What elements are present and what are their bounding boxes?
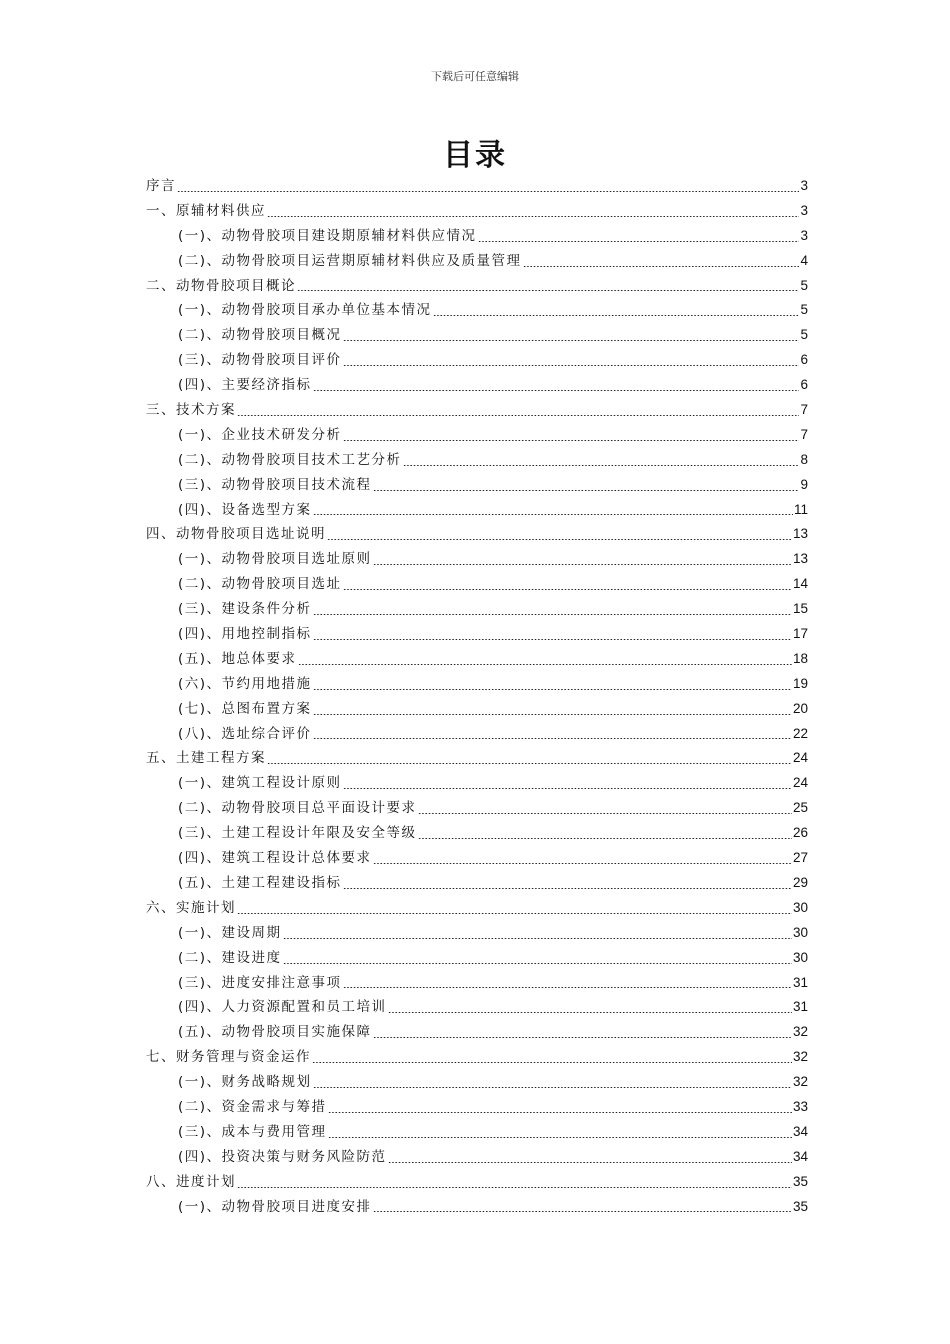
toc-entry-label: (一)、建设周期	[178, 924, 282, 941]
dot-leader	[267, 763, 792, 764]
toc-entry-label: (三)、成本与费用管理	[178, 1123, 327, 1140]
dot-leader	[373, 1037, 792, 1038]
toc-entry[interactable]	[146, 498, 808, 523]
toc-entry-page-number: 5	[800, 277, 808, 293]
toc-entry-label: (四)、建筑工程设计总体要求	[178, 850, 372, 867]
dot-leader	[403, 465, 800, 466]
toc-entry[interactable]	[146, 572, 808, 597]
toc-entry-label: 六、实施计划	[146, 899, 236, 916]
toc-entry-label: (一)、财务战略规划	[178, 1074, 312, 1091]
toc-entry-label: (三)、土建工程设计年限及安全等级	[178, 825, 417, 842]
dot-leader	[313, 639, 792, 640]
toc-entry-page-number: 33	[792, 1098, 808, 1114]
toc-entry-label: (六)、节约用地措施	[178, 675, 312, 692]
toc-entry[interactable]	[146, 1070, 808, 1095]
dot-leader	[283, 963, 792, 964]
toc-entry-label: (四)、用地控制指标	[178, 626, 312, 643]
toc-entry[interactable]	[146, 1045, 808, 1070]
toc-entry-page-number: 14	[792, 576, 808, 592]
dot-leader	[328, 1137, 792, 1138]
toc-entry[interactable]	[146, 1170, 808, 1195]
toc-entry[interactable]	[146, 597, 808, 622]
toc-entry[interactable]	[146, 1195, 808, 1220]
toc-entry[interactable]	[146, 224, 808, 249]
toc-entry-page-number: 31	[792, 974, 808, 990]
toc-entry-label: 三、技术方案	[146, 402, 236, 419]
toc-entry[interactable]	[146, 473, 808, 498]
toc-entry-label: (一)、动物骨胶项目进度安排	[178, 1198, 372, 1215]
dot-leader	[523, 266, 800, 267]
toc-entry-page-number: 26	[792, 825, 808, 841]
toc-entry-page-number: 5	[800, 327, 808, 343]
toc-entry-label: (二)、建设进度	[178, 949, 282, 966]
dot-leader	[343, 888, 792, 889]
toc-entry-page-number: 25	[792, 800, 808, 816]
toc-entry-page-number: 7	[800, 402, 808, 418]
toc-entry[interactable]	[146, 323, 808, 348]
dot-leader	[312, 1062, 792, 1063]
toc-entry-label: 八、进度计划	[146, 1173, 236, 1190]
toc-entry-label: (二)、动物骨胶项目技术工艺分析	[178, 451, 402, 468]
dot-leader	[297, 290, 799, 291]
dot-leader	[343, 788, 792, 789]
dot-leader	[328, 1112, 792, 1113]
toc-entry-page-number: 30	[792, 899, 808, 915]
dot-leader	[267, 216, 799, 217]
dot-leader	[327, 539, 792, 540]
toc-entry-label: (一)、企业技术研发分析	[178, 426, 342, 443]
dot-leader	[237, 415, 799, 416]
toc-entry[interactable]	[146, 547, 808, 572]
toc-entry[interactable]	[146, 1145, 808, 1170]
toc-entry[interactable]	[146, 348, 808, 373]
toc-entry[interactable]	[146, 1120, 808, 1145]
toc-entry[interactable]	[146, 746, 808, 771]
toc-entry[interactable]	[146, 796, 808, 821]
toc-entry[interactable]	[146, 821, 808, 846]
toc-entry-page-number: 11	[793, 501, 808, 517]
toc-entry-page-number: 6	[800, 352, 808, 368]
dot-leader	[373, 490, 800, 491]
dot-leader	[313, 738, 792, 739]
toc-entry-label: 五、土建工程方案	[146, 750, 266, 767]
toc-entry-page-number: 8	[800, 451, 808, 467]
toc-entry[interactable]	[146, 423, 808, 448]
dot-leader	[237, 913, 792, 914]
toc-entry-page-number: 34	[792, 1148, 808, 1164]
toc-entry-label: (四)、设备选型方案	[178, 501, 312, 518]
dot-leader	[343, 440, 800, 441]
toc-entry-label: (三)、进度安排注意事项	[178, 974, 342, 991]
toc-entry-page-number: 15	[792, 601, 808, 617]
toc-entry[interactable]	[146, 921, 808, 946]
toc-entry-page-number: 19	[792, 675, 808, 691]
toc-entry-page-number: 29	[792, 874, 808, 890]
toc-entry-page-number: 24	[792, 750, 808, 766]
toc-entry[interactable]	[146, 672, 808, 697]
toc-entry-label: (七)、总图布置方案	[178, 700, 312, 717]
toc-entry-page-number: 22	[792, 725, 808, 741]
dot-leader	[343, 365, 800, 366]
toc-entry-page-number: 13	[792, 526, 808, 542]
toc-entry-page-number: 30	[792, 924, 808, 940]
dot-leader	[177, 191, 799, 192]
toc-entry-page-number: 5	[800, 302, 808, 318]
dot-leader	[373, 863, 792, 864]
toc-entry-page-number: 35	[792, 1173, 808, 1189]
toc-entry-page-number: 31	[792, 999, 808, 1015]
toc-entry[interactable]	[146, 398, 808, 423]
dot-leader	[313, 614, 792, 615]
toc-entry-page-number: 9	[800, 476, 808, 492]
toc-entry-page-number: 3	[800, 178, 808, 193]
toc-entry-label: (二)、动物骨胶项目总平面设计要求	[178, 800, 417, 817]
toc-entry[interactable]	[146, 522, 808, 547]
toc-entry-label: 序言	[146, 178, 176, 194]
toc-entry-label: (二)、资金需求与筹措	[178, 1098, 327, 1115]
toc-entry-label: (四)、主要经济指标	[178, 377, 312, 394]
toc-entry-label: (八)、选址综合评价	[178, 725, 312, 742]
dot-leader	[313, 689, 792, 690]
dot-leader	[373, 1211, 792, 1212]
toc-entry-page-number: 27	[792, 850, 808, 866]
toc-entry-label: (二)、动物骨胶项目选址	[178, 576, 342, 593]
toc-entry[interactable]	[146, 274, 808, 299]
toc-entry-page-number: 4	[800, 252, 808, 268]
toc-entry[interactable]	[146, 298, 808, 323]
toc-entry-page-number: 34	[792, 1123, 808, 1139]
dot-leader	[418, 838, 792, 839]
toc-entry-label: (一)、建筑工程设计原则	[178, 775, 342, 792]
toc-entry[interactable]	[146, 871, 808, 896]
toc-entry-label: (三)、建设条件分析	[178, 601, 312, 618]
toc-entry-page-number: 32	[792, 1049, 808, 1065]
toc-entry-page-number: 32	[792, 1074, 808, 1090]
dot-leader	[388, 1162, 792, 1163]
toc-entry-label: (二)、动物骨胶项目概况	[178, 327, 342, 344]
dot-leader	[388, 1012, 792, 1013]
toc-entry-page-number: 32	[792, 1024, 808, 1040]
toc-entry[interactable]	[146, 373, 808, 398]
toc-entry-label: (一)、动物骨胶项目建设期原辅材料供应情况	[178, 227, 477, 244]
toc-entry[interactable]	[146, 1020, 808, 1045]
toc-entry[interactable]	[146, 199, 808, 224]
toc-entry-page-number: 17	[792, 626, 808, 642]
toc-entry[interactable]	[146, 1095, 808, 1120]
toc-entry-page-number: 35	[792, 1198, 808, 1214]
toc-entry-page-number: 7	[800, 426, 808, 442]
dot-leader	[313, 514, 793, 515]
table-of-contents	[146, 174, 808, 1219]
toc-entry[interactable]	[146, 971, 808, 996]
toc-entry-label: (四)、投资决策与财务风险防范	[178, 1148, 387, 1165]
toc-entry[interactable]	[146, 846, 808, 871]
dot-leader	[313, 714, 792, 715]
toc-title: 目录	[443, 138, 507, 173]
toc-entry[interactable]	[146, 448, 808, 473]
toc-entry-label: 二、动物骨胶项目概论	[146, 277, 296, 294]
toc-entry-page-number: 24	[792, 775, 808, 791]
dot-leader	[433, 315, 800, 316]
toc-entry-label: (三)、动物骨胶项目评价	[178, 352, 342, 369]
toc-entry-label: (一)、动物骨胶项目承办单位基本情况	[178, 302, 432, 319]
dot-leader	[418, 813, 792, 814]
toc-entry-label: (五)、土建工程建设指标	[178, 874, 342, 891]
toc-entry-page-number: 30	[792, 949, 808, 965]
toc-entry-page-number: 6	[800, 377, 808, 393]
dot-leader	[298, 664, 792, 665]
toc-entry-label: 四、动物骨胶项目选址说明	[146, 526, 326, 543]
dot-leader	[343, 340, 800, 341]
toc-entry[interactable]	[146, 946, 808, 971]
header-note: 下载后可任意编辑	[431, 70, 519, 83]
toc-entry[interactable]	[146, 771, 808, 796]
toc-entry-label: (五)、地总体要求	[178, 650, 297, 667]
toc-entry-page-number: 3	[800, 202, 808, 218]
dot-leader	[313, 1087, 792, 1088]
toc-entry-label: 七、财务管理与资金运作	[146, 1049, 311, 1066]
toc-entry-page-number: 3	[800, 227, 808, 243]
toc-entry-label: (二)、动物骨胶项目运营期原辅材料供应及质量管理	[178, 252, 522, 269]
toc-entry[interactable]	[146, 622, 808, 647]
toc-entry-label: (四)、人力资源配置和员工培训	[178, 999, 387, 1016]
toc-entry-label: 一、原辅材料供应	[146, 202, 266, 219]
toc-entry[interactable]	[146, 697, 808, 722]
dot-leader	[343, 589, 792, 590]
toc-entry-page-number: 18	[792, 650, 808, 666]
dot-leader	[343, 987, 792, 988]
toc-entry[interactable]	[146, 896, 808, 921]
toc-entry-page-number: 13	[792, 551, 808, 567]
toc-entry-label: (五)、动物骨胶项目实施保障	[178, 1024, 372, 1041]
toc-entry[interactable]	[146, 647, 808, 672]
toc-entry[interactable]	[146, 722, 808, 747]
dot-leader	[283, 938, 792, 939]
dot-leader	[237, 1187, 792, 1188]
dot-leader	[373, 564, 792, 565]
toc-entry-page-number: 20	[792, 700, 808, 716]
dot-leader	[478, 241, 800, 242]
toc-entry[interactable]	[146, 174, 808, 199]
toc-entry-label: (一)、动物骨胶项目选址原则	[178, 551, 372, 568]
toc-entry[interactable]	[146, 995, 808, 1020]
dot-leader	[313, 390, 800, 391]
toc-entry-label: (三)、动物骨胶项目技术流程	[178, 476, 372, 493]
toc-entry[interactable]	[146, 249, 808, 274]
